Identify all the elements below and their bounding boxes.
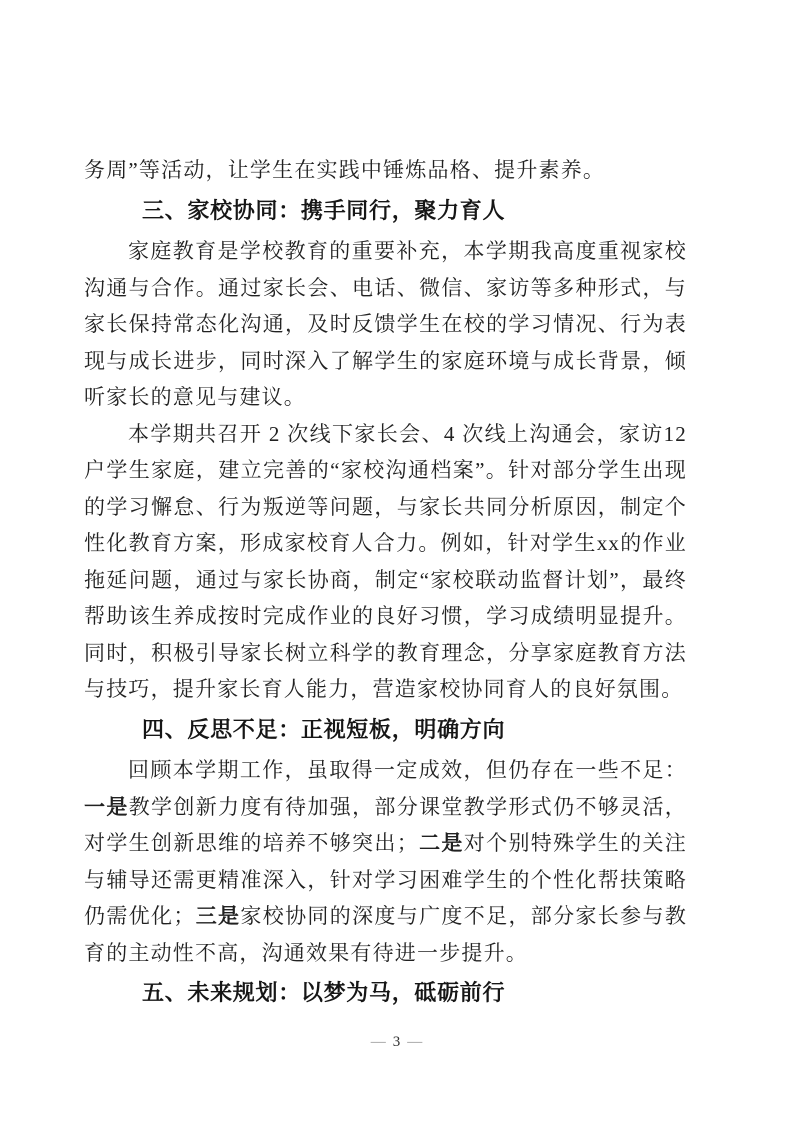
reflection-segment: 对个别特殊学生的关注与辅导还需更精准深入，针对学习困难学生的个性化帮扶策略仍需优化； xyxy=(84,831,688,928)
section-heading-reflection: 四、反思不足：正视短板，明确方向 xyxy=(142,716,506,742)
home-school-paragraph-1: 家庭教育是学校教育的重要补充，本学期我高度重视家校沟通与合作。通过家长会、电话、微信、家访等多种形式，与家长保持常态化沟通，及时反馈学生在校的学习情况、行为表现与成长进步，同时深入了解学生的家庭环境与成长背景，倾听家长的意见与建议。 xyxy=(84,239,687,409)
reflection-paragraph xyxy=(84,752,687,971)
reflection-segment: 教学创新力度有待加强，部分课堂教学形式仍不够灵活，对学生创新思维的培养不够突出； xyxy=(84,794,688,855)
reflection-segment: 回顾本学期工作，虽取得一定成效，但仍存在一些不足： xyxy=(128,758,687,782)
home-school-paragraph-2: 本学期共召开 2 次线下家长会、4 次线上沟通会，家访12户学生家庭，建立完善的“家校沟通档案”。针对部分学生出现的学习懈怠、行为叛逆等问题，与家长共同分析原因，制定个性化教育方案，形成家校育人合力。例如，针对学生xx的作业拖延问题，通过与家长协商，制定“家校联动监督计划”，最终帮助该生养成按时完成作业的良好习惯，学习成绩明显提升。同时，积极引导家长树立科学的教育理念，分享家庭教育方法与技巧，提升家长育人能力，营造家校协同育人的良好氛围。 xyxy=(84,421,687,701)
section-heading-home-school: 三、家校协同：携手同行，聚力育人 xyxy=(142,197,506,223)
footer-right-dash: — xyxy=(407,1034,423,1050)
reflection-segment: 家校协同的深度与广度不足，部分家长参与教育的主动性不高，沟通效果有待进一步提升。 xyxy=(84,904,688,965)
section-heading-future: 五、未来规划：以梦为马，砥砺前行 xyxy=(142,980,506,1005)
reflection-point-3-label: 三是 xyxy=(195,904,241,928)
reflection-point-2-label: 二是 xyxy=(418,831,464,855)
continuation-paragraph: 务周”等活动，让学生在实践中锤炼品格、提升素养。 xyxy=(84,158,606,182)
page-number: 3 xyxy=(392,1034,401,1050)
reflection-point-1-label: 一是 xyxy=(84,794,129,819)
page-footer xyxy=(0,1033,793,1051)
document-content xyxy=(84,152,687,1016)
footer-left-dash: — xyxy=(370,1034,386,1050)
